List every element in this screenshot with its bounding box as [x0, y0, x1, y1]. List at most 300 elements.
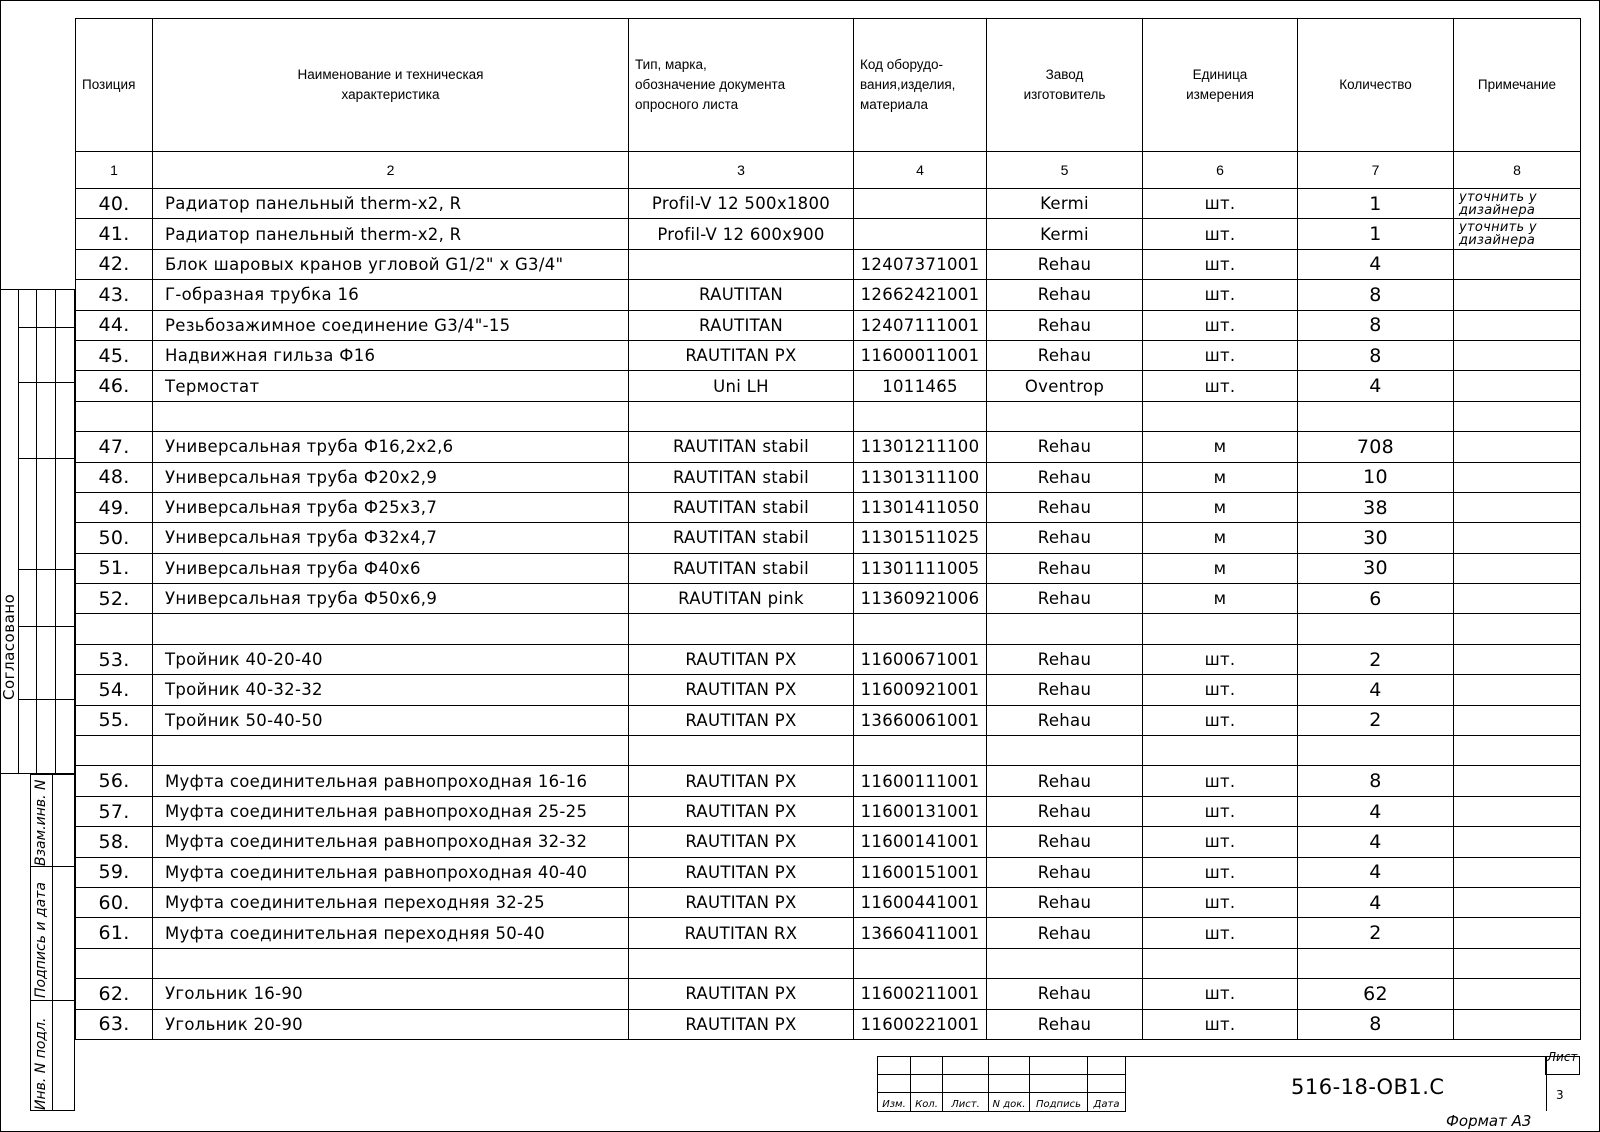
- name-cell: Угольник 20-90: [153, 1009, 629, 1039]
- format-label: Формат А3: [1446, 1112, 1532, 1130]
- code-cell: [854, 219, 987, 249]
- unit-cell: шт.: [1143, 310, 1298, 340]
- title-block-label: N док.: [988, 1092, 1030, 1112]
- type-cell: RAUTITAN pink: [629, 584, 854, 614]
- table-row: [76, 340, 1581, 370]
- manufacturer-cell: [987, 401, 1143, 431]
- name-cell: Резьбозажимное соединение G3/4"-15: [153, 310, 629, 340]
- table-row: [76, 705, 1581, 735]
- unit-cell: шт.: [1143, 766, 1298, 796]
- note-cell: [1454, 827, 1581, 857]
- unit-cell: м: [1143, 523, 1298, 553]
- name-cell: [153, 614, 629, 644]
- manufacturer-cell: Rehau: [987, 340, 1143, 370]
- position-cell: 44.: [76, 310, 153, 340]
- manufacturer-cell: Rehau: [987, 310, 1143, 340]
- note-cell: [1454, 340, 1581, 370]
- unit-cell: [1143, 401, 1298, 431]
- position-cell: [76, 948, 153, 978]
- manufacturer-cell: [987, 614, 1143, 644]
- manufacturer-cell: Rehau: [987, 584, 1143, 614]
- table-row: [76, 736, 1581, 766]
- position-cell: 60.: [76, 887, 153, 917]
- table-row: [76, 644, 1581, 674]
- position-cell: 41.: [76, 219, 153, 249]
- position-cell: 56.: [76, 766, 153, 796]
- title-block-cell: [1029, 1074, 1088, 1093]
- note-cell: [1454, 736, 1581, 766]
- table-row: [76, 371, 1581, 401]
- position-cell: 45.: [76, 340, 153, 370]
- type-cell: RAUTITAN PX: [629, 766, 854, 796]
- type-cell: RAUTITAN stabil: [629, 523, 854, 553]
- position-cell: 40.: [76, 189, 153, 219]
- table-row: [76, 979, 1581, 1009]
- note-cell: [1454, 675, 1581, 705]
- code-cell: 11600151001: [854, 857, 987, 887]
- note-cell: [1454, 1009, 1581, 1039]
- unit-cell: шт.: [1143, 675, 1298, 705]
- manufacturer-cell: Rehau: [987, 249, 1143, 279]
- type-cell: RAUTITAN PX: [629, 887, 854, 917]
- table-row: [76, 189, 1581, 219]
- type-cell: RAUTITAN PX: [629, 1009, 854, 1039]
- type-cell: RAUTITAN stabil: [629, 432, 854, 462]
- replace-inventory-label: Взам.инв. N: [33, 779, 49, 866]
- note-cell: [1454, 766, 1581, 796]
- header-name: [153, 19, 629, 152]
- manufacturer-cell: Rehau: [987, 796, 1143, 826]
- name-cell: Муфта соединительная равнопроходная 32-32: [153, 827, 629, 857]
- unit-cell: шт.: [1143, 918, 1298, 948]
- header-line: опросного листа: [635, 97, 739, 112]
- type-cell: RAUTITAN stabil: [629, 462, 854, 492]
- table-row: [76, 584, 1581, 614]
- position-cell: 59.: [76, 857, 153, 887]
- code-cell: 13660411001: [854, 918, 987, 948]
- header-line: Наименование и техническая: [297, 67, 484, 82]
- name-cell: Блок шаровых кранов угловой G1/2" x G3/4": [153, 249, 629, 279]
- header-row: [76, 19, 1581, 152]
- type-cell: RAUTITAN: [629, 310, 854, 340]
- unit-cell: шт.: [1143, 189, 1298, 219]
- column-number: 4: [854, 152, 987, 189]
- type-cell: [629, 614, 854, 644]
- code-cell: 11301211100: [854, 432, 987, 462]
- quantity-cell: 708: [1298, 432, 1454, 462]
- manufacturer-cell: [987, 948, 1143, 978]
- unit-cell: шт.: [1143, 1009, 1298, 1039]
- title-block-cell: [988, 1074, 1030, 1093]
- code-cell: 12662421001: [854, 280, 987, 310]
- unit-cell: шт.: [1143, 219, 1298, 249]
- position-cell: 61.: [76, 918, 153, 948]
- manufacturer-cell: Rehau: [987, 979, 1143, 1009]
- unit-cell: шт.: [1143, 644, 1298, 674]
- position-cell: [76, 736, 153, 766]
- name-cell: Универсальная труба Ф16,2x2,6: [153, 432, 629, 462]
- unit-cell: м: [1143, 584, 1298, 614]
- header-line: Примечание: [1477, 77, 1557, 92]
- manufacturer-cell: Rehau: [987, 766, 1143, 796]
- unit-cell: м: [1143, 432, 1298, 462]
- header-manufacturer: [987, 19, 1143, 152]
- code-cell: 11600131001: [854, 796, 987, 826]
- code-cell: 11600111001: [854, 766, 987, 796]
- header-line: измерения: [1186, 87, 1254, 102]
- unit-cell: м: [1143, 462, 1298, 492]
- table-row: [76, 675, 1581, 705]
- unit-cell: шт.: [1143, 887, 1298, 917]
- note-cell: уточнить у дизайнера: [1454, 189, 1581, 219]
- position-cell: 55.: [76, 705, 153, 735]
- stamp-row: [18, 327, 75, 383]
- quantity-cell: 8: [1298, 1009, 1454, 1039]
- specification-table: [75, 18, 1581, 1040]
- column-number: 1: [76, 152, 153, 189]
- quantity-cell: 2: [1298, 918, 1454, 948]
- code-cell: 11360921006: [854, 584, 987, 614]
- code-cell: 11600671001: [854, 644, 987, 674]
- manufacturer-cell: Rehau: [987, 887, 1143, 917]
- position-cell: 46.: [76, 371, 153, 401]
- note-cell: уточнить у дизайнера: [1454, 219, 1581, 249]
- table-row: [76, 948, 1581, 978]
- title-block-cell: [988, 1056, 1030, 1075]
- code-cell: [854, 948, 987, 978]
- position-cell: 62.: [76, 979, 153, 1009]
- name-cell: Муфта соединительная равнопроходная 16-16: [153, 766, 629, 796]
- position-cell: 58.: [76, 827, 153, 857]
- name-cell: Надвижная гильза Ф16: [153, 340, 629, 370]
- quantity-cell: 6: [1298, 584, 1454, 614]
- title-block-cell: [942, 1056, 989, 1075]
- code-cell: 11301111005: [854, 553, 987, 583]
- type-cell: RAUTITAN PX: [629, 979, 854, 1009]
- manufacturer-cell: Oventrop: [987, 371, 1143, 401]
- position-cell: 48.: [76, 462, 153, 492]
- note-cell: [1454, 280, 1581, 310]
- table-row: [76, 280, 1581, 310]
- code-cell: 13660061001: [854, 705, 987, 735]
- manufacturer-cell: Rehau: [987, 644, 1143, 674]
- note-cell: [1454, 371, 1581, 401]
- unit-cell: шт.: [1143, 705, 1298, 735]
- manufacturer-cell: [987, 736, 1143, 766]
- header-type: [629, 19, 854, 152]
- header-line: Завод: [1045, 67, 1084, 82]
- type-cell: RAUTITAN RX: [629, 918, 854, 948]
- title-block-cell: [1087, 1056, 1126, 1075]
- position-cell: 63.: [76, 1009, 153, 1039]
- unit-cell: м: [1143, 553, 1298, 583]
- code-cell: 11600211001: [854, 979, 987, 1009]
- quantity-cell: 8: [1298, 766, 1454, 796]
- manufacturer-cell: Rehau: [987, 918, 1143, 948]
- quantity-cell: 4: [1298, 371, 1454, 401]
- position-cell: 49.: [76, 492, 153, 522]
- column-number: 8: [1454, 152, 1581, 189]
- table-row: [76, 918, 1581, 948]
- quantity-cell: 4: [1298, 887, 1454, 917]
- note-cell: [1454, 492, 1581, 522]
- note-cell: [1454, 644, 1581, 674]
- table-row: [76, 310, 1581, 340]
- unit-cell: шт.: [1143, 979, 1298, 1009]
- name-cell: Радиатор панельный therm-x2, R: [153, 189, 629, 219]
- table-row: [76, 766, 1581, 796]
- code-cell: 12407371001: [854, 249, 987, 279]
- note-cell: [1454, 462, 1581, 492]
- title-block-cell: [877, 1056, 911, 1075]
- sheet-label: Лист: [1547, 1050, 1578, 1064]
- unit-cell: м: [1143, 492, 1298, 522]
- column-number: 3: [629, 152, 854, 189]
- title-block-cell: [1087, 1074, 1126, 1093]
- manufacturer-cell: Rehau: [987, 523, 1143, 553]
- name-cell: Муфта соединительная переходняя 32-25: [153, 887, 629, 917]
- quantity-cell: 4: [1298, 827, 1454, 857]
- type-cell: RAUTITAN: [629, 280, 854, 310]
- document-number: 516-18-ОВ1.С: [1291, 1075, 1445, 1099]
- header-note: [1454, 19, 1581, 152]
- note-cell: [1454, 705, 1581, 735]
- quantity-cell: 62: [1298, 979, 1454, 1009]
- position-cell: 53.: [76, 644, 153, 674]
- stamp-row: [18, 458, 75, 570]
- quantity-cell: 2: [1298, 705, 1454, 735]
- agreed-label: Согласовано: [0, 593, 18, 700]
- type-cell: RAUTITAN PX: [629, 857, 854, 887]
- position-cell: [76, 614, 153, 644]
- type-cell: RAUTITAN PX: [629, 796, 854, 826]
- title-block-cell: [910, 1056, 943, 1075]
- note-cell: [1454, 432, 1581, 462]
- column-number: 5: [987, 152, 1143, 189]
- name-cell: Универсальная труба Ф25x3,7: [153, 492, 629, 522]
- note-cell: [1454, 249, 1581, 279]
- quantity-cell: [1298, 614, 1454, 644]
- position-cell: [76, 401, 153, 431]
- code-cell: 11301511025: [854, 523, 987, 553]
- header-line: Позиция: [82, 77, 136, 92]
- quantity-cell: 4: [1298, 796, 1454, 826]
- manufacturer-cell: Rehau: [987, 857, 1143, 887]
- unit-cell: [1143, 736, 1298, 766]
- name-cell: Угольник 16-90: [153, 979, 629, 1009]
- title-block-cell: [877, 1074, 911, 1093]
- header-line: материала: [860, 97, 928, 112]
- quantity-cell: 10: [1298, 462, 1454, 492]
- position-cell: 51.: [76, 553, 153, 583]
- quantity-cell: 4: [1298, 857, 1454, 887]
- table-row: [76, 462, 1581, 492]
- name-cell: Универсальная труба Ф50x6,9: [153, 584, 629, 614]
- manufacturer-cell: Rehau: [987, 705, 1143, 735]
- quantity-cell: 1: [1298, 219, 1454, 249]
- header-line: вания,изделия,: [860, 77, 956, 92]
- header-line: Тип, марка,: [635, 57, 707, 72]
- unit-cell: шт.: [1143, 249, 1298, 279]
- name-cell: Радиатор панельный therm-x2, R: [153, 219, 629, 249]
- unit-cell: шт.: [1143, 371, 1298, 401]
- table-row: [76, 401, 1581, 431]
- code-cell: 11600441001: [854, 887, 987, 917]
- type-cell: [629, 401, 854, 431]
- code-cell: [854, 401, 987, 431]
- table-row: [76, 492, 1581, 522]
- table-row: [76, 1009, 1581, 1039]
- note-cell: [1454, 584, 1581, 614]
- header-line: Единица: [1192, 67, 1248, 82]
- quantity-cell: 8: [1298, 340, 1454, 370]
- quantity-cell: 2: [1298, 644, 1454, 674]
- header-line: характеристика: [341, 87, 440, 102]
- code-cell: [854, 614, 987, 644]
- code-cell: [854, 189, 987, 219]
- type-cell: RAUTITAN PX: [629, 705, 854, 735]
- position-cell: 42.: [76, 249, 153, 279]
- position-cell: 57.: [76, 796, 153, 826]
- title-block-cell: [1029, 1056, 1088, 1075]
- note-cell: [1454, 979, 1581, 1009]
- manufacturer-cell: Rehau: [987, 675, 1143, 705]
- table-row: [76, 614, 1581, 644]
- name-cell: Муфта соединительная переходняя 50-40: [153, 918, 629, 948]
- name-cell: [153, 401, 629, 431]
- type-cell: [629, 249, 854, 279]
- quantity-cell: 30: [1298, 553, 1454, 583]
- note-cell: [1454, 614, 1581, 644]
- code-cell: 12407111001: [854, 310, 987, 340]
- name-cell: Тройник 40-20-40: [153, 644, 629, 674]
- quantity-cell: 4: [1298, 675, 1454, 705]
- type-cell: Profil-V 12 500x1800: [629, 189, 854, 219]
- note-cell: [1454, 401, 1581, 431]
- table-row: [76, 796, 1581, 826]
- note-cell: [1454, 857, 1581, 887]
- type-cell: RAUTITAN PX: [629, 644, 854, 674]
- header-line: Количество: [1339, 77, 1412, 92]
- unit-cell: [1143, 614, 1298, 644]
- position-cell: 50.: [76, 523, 153, 553]
- table-row: [76, 249, 1581, 279]
- position-cell: 43.: [76, 280, 153, 310]
- code-cell: 11600141001: [854, 827, 987, 857]
- sign-date-label: Подпись и дата: [33, 882, 49, 998]
- header-code: [854, 19, 987, 152]
- name-cell: Тройник 50-40-50: [153, 705, 629, 735]
- note-cell: [1454, 948, 1581, 978]
- code-cell: 11301311100: [854, 462, 987, 492]
- quantity-cell: 38: [1298, 492, 1454, 522]
- unit-cell: [1143, 948, 1298, 978]
- code-cell: [854, 736, 987, 766]
- position-cell: 47.: [76, 432, 153, 462]
- name-cell: Термостат: [153, 371, 629, 401]
- code-cell: 11600011001: [854, 340, 987, 370]
- unit-cell: шт.: [1143, 796, 1298, 826]
- stamp-row: [18, 626, 75, 700]
- header-line: изготовитель: [1023, 87, 1106, 102]
- name-cell: Г-образная трубка 16: [153, 280, 629, 310]
- quantity-cell: [1298, 401, 1454, 431]
- header-quantity: [1298, 19, 1454, 152]
- header-position: [76, 19, 153, 152]
- manufacturer-cell: Rehau: [987, 432, 1143, 462]
- sheet-number: 3: [1556, 1088, 1564, 1102]
- table-row: [76, 827, 1581, 857]
- position-cell: 52.: [76, 584, 153, 614]
- type-cell: Uni LH: [629, 371, 854, 401]
- manufacturer-cell: Rehau: [987, 1009, 1143, 1039]
- manufacturer-cell: Rehau: [987, 553, 1143, 583]
- title-block-label: Подпись: [1029, 1092, 1088, 1112]
- table-row: [76, 857, 1581, 887]
- code-cell: 11600221001: [854, 1009, 987, 1039]
- type-cell: [629, 736, 854, 766]
- manufacturer-cell: Rehau: [987, 827, 1143, 857]
- column-number: 7: [1298, 152, 1454, 189]
- title-block-label: Дата: [1087, 1092, 1126, 1112]
- title-block-label: Изм.: [877, 1092, 911, 1112]
- type-cell: RAUTITAN PX: [629, 827, 854, 857]
- note-cell: [1454, 918, 1581, 948]
- type-cell: RAUTITAN PX: [629, 675, 854, 705]
- table-row: [76, 432, 1581, 462]
- manufacturer-cell: Kermi: [987, 219, 1143, 249]
- type-cell: Profil-V 12 600x900: [629, 219, 854, 249]
- title-block-label: Кол.: [910, 1092, 943, 1112]
- name-cell: Тройник 40-32-32: [153, 675, 629, 705]
- name-cell: Универсальная труба Ф40x6: [153, 553, 629, 583]
- header-line: Код оборудо-: [860, 57, 943, 72]
- specification-body: [76, 189, 1581, 1040]
- quantity-cell: 1: [1298, 189, 1454, 219]
- name-cell: Муфта соединительная равнопроходная 40-40: [153, 857, 629, 887]
- header-line: обозначение документа: [635, 77, 786, 92]
- table-row: [76, 553, 1581, 583]
- title-block-label: Лист.: [942, 1092, 989, 1112]
- name-cell: Универсальная труба Ф32x4,7: [153, 523, 629, 553]
- header-unit: [1143, 19, 1298, 152]
- note-cell: [1454, 553, 1581, 583]
- table-row: [76, 523, 1581, 553]
- manufacturer-cell: Rehau: [987, 492, 1143, 522]
- position-cell: 54.: [76, 675, 153, 705]
- table-row: [76, 887, 1581, 917]
- unit-cell: шт.: [1143, 340, 1298, 370]
- manufacturer-cell: Kermi: [987, 189, 1143, 219]
- quantity-cell: [1298, 948, 1454, 978]
- quantity-cell: [1298, 736, 1454, 766]
- column-number-row: [76, 152, 1581, 189]
- type-cell: [629, 948, 854, 978]
- name-cell: [153, 736, 629, 766]
- unit-cell: шт.: [1143, 827, 1298, 857]
- unit-cell: шт.: [1143, 857, 1298, 887]
- unit-cell: шт.: [1143, 280, 1298, 310]
- type-cell: RAUTITAN PX: [629, 340, 854, 370]
- name-cell: Муфта соединительная равнопроходная 25-25: [153, 796, 629, 826]
- manufacturer-cell: Rehau: [987, 280, 1143, 310]
- manufacturer-cell: Rehau: [987, 462, 1143, 492]
- code-cell: 1011465: [854, 371, 987, 401]
- name-cell: Универсальная труба Ф20x2,9: [153, 462, 629, 492]
- type-cell: RAUTITAN stabil: [629, 492, 854, 522]
- title-block-cell: [910, 1074, 943, 1093]
- quantity-cell: 30: [1298, 523, 1454, 553]
